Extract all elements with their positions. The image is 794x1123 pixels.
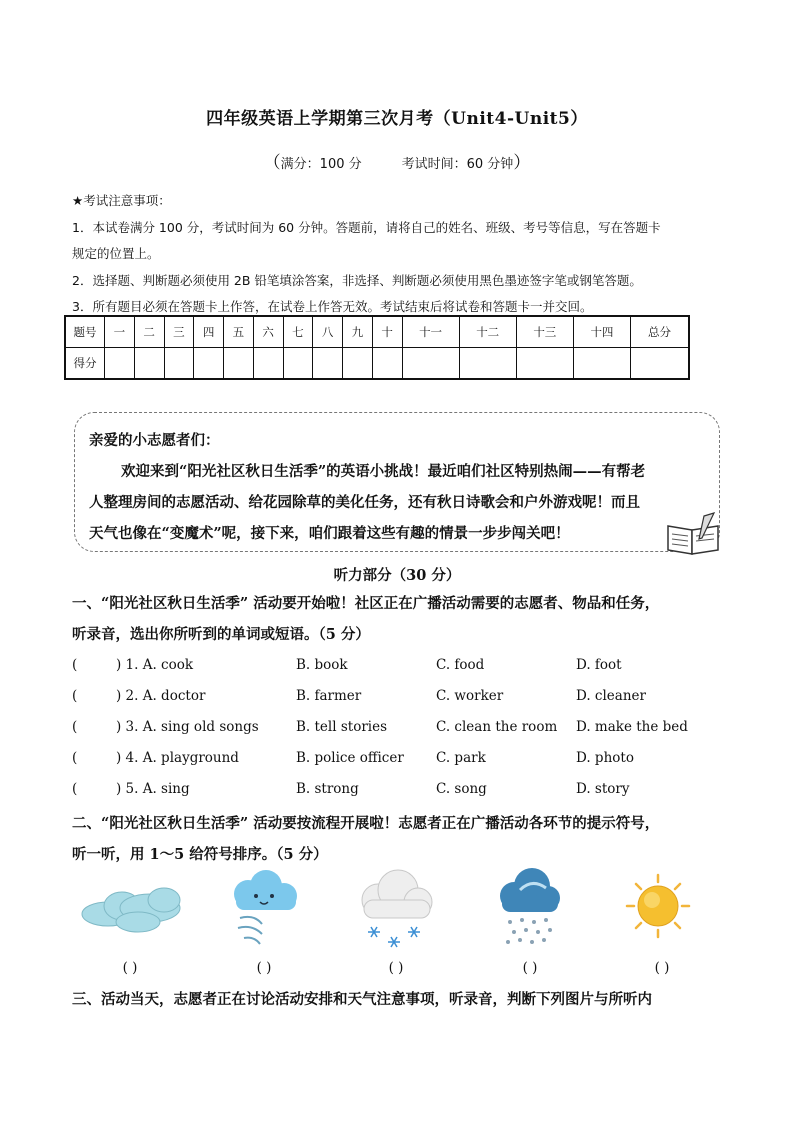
header-cell: 十一: [402, 316, 459, 348]
intro-line: 天气也像在“变魔术”呢，接下来，咱们跟着这些有趣的情景一步步闯关吧！: [89, 525, 570, 542]
option-a[interactable]: ) 5. A. sing: [116, 781, 190, 797]
score-cell[interactable]: [372, 348, 402, 380]
full-score: 满分：100 分: [280, 157, 362, 172]
note-line: 1．本试卷满分 100 分，考试时间为 60 分钟。答题前，请将自己的姓名、班级、考号等信息，写在答题卡: [72, 219, 661, 235]
option-d[interactable]: D. foot: [576, 657, 622, 673]
score-cell[interactable]: [313, 348, 343, 380]
question-item[interactable]: [72, 719, 732, 741]
exam-info: [0, 148, 794, 173]
question-item[interactable]: [72, 750, 732, 772]
open-book-icon: [664, 512, 722, 556]
intro-line: 人整理房间的志愿活动、给花园除草的美化任务，还有秋日诗歌会和户外游戏呢！而且: [89, 494, 640, 511]
open-paren: （: [263, 153, 281, 173]
option-c[interactable]: C. worker: [436, 688, 504, 704]
answer-blank[interactable]: ( ): [654, 960, 670, 976]
question-2-heading: [72, 808, 752, 870]
score-cell[interactable]: [105, 348, 135, 380]
header-cell: 二: [134, 316, 164, 348]
listening-section-title: 听力部分（30 分）: [333, 567, 461, 584]
answer-paren: (: [72, 719, 78, 735]
header-cell: 总分: [631, 316, 690, 348]
score-cell[interactable]: [516, 348, 573, 380]
header-cell: 题号: [65, 316, 105, 348]
sunny-icon: [624, 872, 692, 940]
question-1-line: 听录音，选出你所听到的单词或短语。（5 分）: [72, 626, 370, 643]
option-c[interactable]: C. park: [436, 750, 486, 766]
header-cell: 九: [343, 316, 373, 348]
score-cell[interactable]: [283, 348, 313, 380]
note-line: 2．选择题、判断题必须使用 2B 铅笔填涂答案，非选择、判断题必须使用黑色墨迹签字笔或钢笔答题。: [72, 272, 642, 288]
score-cell[interactable]: [224, 348, 254, 380]
header-cell: 四: [194, 316, 224, 348]
score-cell[interactable]: [253, 348, 283, 380]
note-line: 3．所有题目必须在答题卡上作答，在试卷上作答无效。考试结束后将试卷和答题卡一并交回。: [72, 299, 593, 314]
close-paren: ）: [513, 153, 531, 173]
score-cell[interactable]: [134, 348, 164, 380]
option-b[interactable]: B. farmer: [296, 688, 362, 704]
row-label: 得分: [65, 348, 105, 380]
score-cell[interactable]: [573, 348, 630, 380]
option-b[interactable]: B. strong: [296, 781, 359, 797]
question-1-line: 一、“阳光社区秋日生活季” 活动要开始啦！社区正在广播活动需要的志愿者、物品和任务，: [72, 595, 660, 612]
option-a[interactable]: ) 2. A. doctor: [116, 688, 206, 704]
question-item[interactable]: [72, 781, 732, 803]
header-cell: 五: [224, 316, 254, 348]
header-cell: 十三: [516, 316, 573, 348]
answer-paren: (: [72, 781, 78, 797]
question-1-heading: [72, 588, 752, 650]
option-c[interactable]: C. food: [436, 657, 485, 673]
question-2-line: 二、“阳光社区秋日生活季” 活动要按流程开展啦！志愿者正在广播活动各环节的提示符号，: [72, 815, 660, 832]
windy-icon: [226, 868, 304, 952]
question-item[interactable]: [72, 657, 732, 679]
question-3-heading: 三、活动当天，志愿者正在讨论活动安排和天气注意事项，听录音，判断下列图片与所听内: [72, 991, 652, 1008]
score-cell[interactable]: [459, 348, 516, 380]
header-cell: 一: [105, 316, 135, 348]
header-cell: 十四: [573, 316, 630, 348]
header-cell: 八: [313, 316, 343, 348]
intro-text: [89, 425, 709, 549]
page-title: 四年级英语上学期第三次月考（Unit4-Unit5）: [206, 109, 588, 129]
answer-paren: (: [72, 657, 78, 673]
answer-blank[interactable]: ( ): [256, 960, 272, 976]
notes-heading: ★考试注意事项：: [72, 193, 171, 208]
answer-blank[interactable]: ( ): [388, 960, 404, 976]
header-cell: 十二: [459, 316, 516, 348]
score-cell[interactable]: [631, 348, 690, 380]
option-c[interactable]: C. song: [436, 781, 487, 797]
option-a[interactable]: ) 3. A. sing old songs: [116, 719, 259, 735]
option-a[interactable]: ) 4. A. playground: [116, 750, 239, 766]
answer-blank[interactable]: ( ): [122, 960, 138, 976]
cloudy-icon: [78, 878, 186, 942]
option-d[interactable]: D. cleaner: [576, 688, 646, 704]
option-d[interactable]: D. photo: [576, 750, 634, 766]
score-table-header-row: [65, 316, 689, 348]
option-d[interactable]: D. story: [576, 781, 630, 797]
header-cell: 三: [164, 316, 194, 348]
header-cell: 七: [283, 316, 313, 348]
option-a[interactable]: ) 1. A. cook: [116, 657, 194, 673]
option-d[interactable]: D. make the bed: [576, 719, 688, 735]
question-2-line: 听一听，用 1～5 给符号排序。（5 分）: [72, 846, 328, 863]
option-b[interactable]: B. tell stories: [296, 719, 388, 735]
option-c[interactable]: C. clean the room: [436, 719, 558, 735]
score-cell[interactable]: [402, 348, 459, 380]
intro-greeting: 亲爱的小志愿者们：: [89, 432, 220, 449]
answer-paren: (: [72, 688, 78, 704]
score-cell[interactable]: [194, 348, 224, 380]
snowy-icon: [354, 868, 438, 954]
score-table-score-row: [65, 348, 689, 380]
answer-blank[interactable]: ( ): [522, 960, 538, 976]
score-table: [64, 315, 690, 380]
exam-notes: [72, 188, 732, 321]
option-b[interactable]: B. police officer: [296, 750, 404, 766]
score-cell[interactable]: [343, 348, 373, 380]
header-cell: 十: [372, 316, 402, 348]
question-item[interactable]: [72, 688, 732, 710]
score-cell[interactable]: [164, 348, 194, 380]
answer-paren: (: [72, 750, 78, 766]
intro-line: 欢迎来到“阳光社区秋日生活季”的英语小挑战！最近咱们社区特别热闹——有帮老: [121, 463, 646, 480]
option-b[interactable]: B. book: [296, 657, 348, 673]
exam-time: 考试时间：60 分钟: [401, 157, 514, 172]
note-line: 规定的位置上。: [72, 246, 160, 261]
header-cell: 六: [253, 316, 283, 348]
rainy-icon: [494, 866, 564, 950]
